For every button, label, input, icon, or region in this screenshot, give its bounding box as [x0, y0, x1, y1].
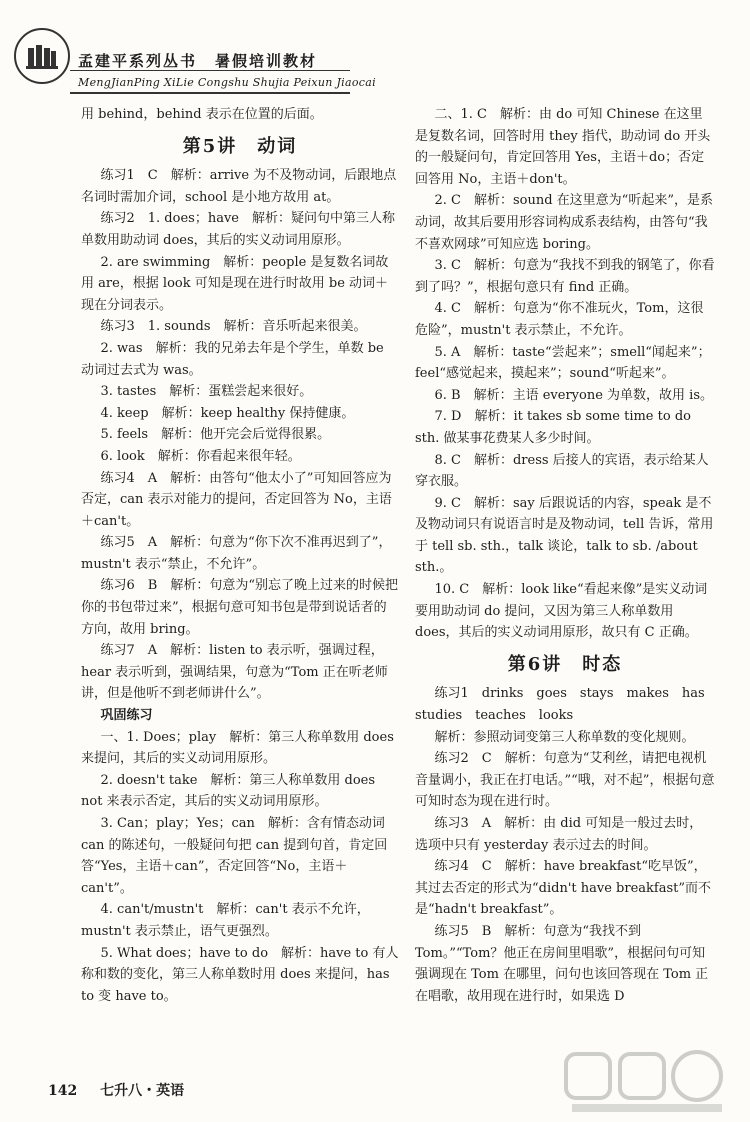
watermark-stamp-icon [562, 1046, 732, 1116]
header-rule-bottom [70, 92, 350, 94]
answer-paragraph: 练习3 1. sounds 解析：音乐听起来很美。 [100, 319, 367, 335]
answer-paragraph: 5. A 解析：taste“尝起来”；smell“闻起来”；feel“感觉起来，摸起来”；sound“听起来”。 [415, 344, 711, 382]
answer-paragraph: 8. C 解析：dress 后接人的宾语，表示给某人穿衣服。 [415, 452, 709, 490]
answer-paragraph: 练习7 A 解析：listen to 表示听，强调过程，hear 表示听到，强调结果，句意为“Tom 正在听老师讲，但是他听不到老师讲什么”。 [81, 643, 388, 702]
answer-paragraph: 2. was 解析：我的兄弟去年是个学生，单数 be 动词过去式为 was。 [81, 340, 384, 378]
answer-paragraph: 巩固练习 [100, 708, 153, 724]
lesson-5-number: 第5讲 [182, 135, 238, 157]
answer-paragraph: 练习2 1. does；have 解析：疑问句中第三人称单数用助动词 does，其后的实义动词用原形。 [81, 211, 395, 248]
answer-paragraph: 5. What does；have to do 解析：have to 有人称和数的变化，第三人称单数时用 does 来提问，has to 变 have to。 [81, 945, 399, 1004]
answer-paragraph: 3. tastes 解析：蛋糕尝起来很好。 [100, 384, 313, 400]
page-footer [48, 1080, 184, 1100]
right-answer-list-2 [415, 683, 718, 1007]
lesson-6-number: 第6讲 [507, 653, 563, 675]
series-pinyin: MengJianPing XiLie Congshu Shujia Peixun Jiaocai [78, 76, 376, 89]
lesson-6-heading [415, 654, 715, 676]
left-column [81, 104, 399, 1007]
answer-paragraph: 练习5 B 解析：句意为“我找不到 Tom。”“Tom？他正在房间里唱歌”，根据问句可知强调现在 Tom 在哪里，问句也该回答现在 Tom 正在唱歌，故用现在进行时，如果选 D [415, 923, 709, 1004]
answer-paragraph: 练习6 B 解析：句意为“别忘了晚上过来的时候把你的书包带过来”，根据句意可知书包是带到说话者的方向，故用 bring。 [81, 578, 398, 637]
books-logo-icon [26, 42, 58, 70]
answer-paragraph: 4. can't/mustn't 解析：can't 表示不允许，mustn't 表示禁止，语气更强烈。 [81, 902, 370, 939]
answer-paragraph: 3. C 解析：句意为“我找不到我的钢笔了，你看到了吗？”，根据句意只有 find 正确。 [415, 258, 715, 295]
answer-paragraph: 9. C 解析：say 后跟说话的内容，speak 是不及物动词只有说语言时是及物动词，tell 告诉，常用于 tell sb. sth.，talk 谈论，talk to sb. /about sth.。 [415, 495, 714, 576]
page-header [0, 0, 750, 110]
answer-paragraph: 练习4 C 解析：have breakfast“吃早饭”，其过去否定的形式为“didn't have breakfast”而不是“hadn't breakfast”。 [415, 859, 712, 918]
grade-subject: 七升八・英语 [100, 1083, 185, 1099]
answer-paragraph: 解析：参照动词变第三人称单数的变化规则。 [434, 729, 695, 745]
left-intro: 用 behind，behind 表示在位置的后面。 [81, 107, 323, 122]
answer-paragraph: 2. doesn't take 解析：第三人称单数用 does not 来表示否定，其后的实义动词用原形。 [81, 772, 376, 810]
answer-paragraph: 4. C 解析：句意为“你不准玩火，Tom，这很危险”，mustn't 表示禁止，不允许。 [415, 301, 704, 338]
page-number: 142 [48, 1083, 78, 1099]
answer-paragraph: 3. Can；play；Yes；can 解析：含有情态动词 can 的陈述句，一般疑问句把 can 提到句首，肯定回答“Yes，主语＋can”，否定回答“No，主语＋can't”。 [81, 816, 388, 896]
answer-paragraph: 练习1 C 解析：arrive 为不及物动词，后跟地点名词时需加介词，school 是小地方故用 at。 [81, 168, 397, 205]
answer-paragraph: 练习2 C 解析：句意为“艾利丝，请把电视机音量调小，我正在打电话。”“哦，对不起”，根据句意可知时态为现在进行时。 [415, 751, 715, 810]
answer-paragraph: 6. look 解析：你看起来很年轻。 [100, 448, 301, 464]
answer-paragraph: 2. C 解析：sound 在这里意为“听起来”，是系动词，故其后要用形容词构成系表结构，由答句“我不喜欢网球”可知应选 boring。 [415, 193, 713, 252]
answer-paragraph: 二、1. C 解析：由 do 可知 Chinese 在这里是复数名词，回答时用 they 指代，助动词 do 开头的一般疑问句，肯定回答用 Yes，主语＋do；否定回答用 No，主语＋don't。 [415, 107, 711, 187]
series-subtitle: 暑假培训教材 [215, 52, 318, 70]
answer-paragraph: 10. C 解析：look like“看起来像”是实义动词要用助动词 do 提问，又因为第三人称单数用 does，其后的实义动词用原形，故只有 C 正确。 [415, 582, 708, 641]
answer-paragraph: 练习4 A 解析：由答句“他太小了”可知回答应为否定，can 表示对能力的提问，否定回答为 No，主语＋can't。 [81, 470, 392, 529]
series-title [78, 50, 317, 71]
lesson-5-title: 动词 [257, 135, 298, 157]
answer-paragraph: 2. are swimming 解析：people 是复数名词故用 are，根据 look 可知是现在进行时故用 be 动词＋现在分词表示。 [81, 254, 389, 313]
answer-paragraph: 4. keep 解析：keep healthy 保持健康。 [100, 405, 355, 421]
answer-paragraph: 练习1 drinks goes stays makes has studies teaches looks [415, 686, 718, 724]
series-name: 孟建平系列丛书 [78, 52, 198, 70]
answer-paragraph: 6. B 解析：主语 everyone 为单数，故用 is。 [434, 387, 713, 403]
series-logo-icon [14, 28, 70, 84]
lesson-5-heading [81, 136, 399, 158]
answer-paragraph: 5. feels 解析：他开完会后觉得很累。 [100, 427, 331, 443]
right-answer-list [415, 104, 715, 644]
right-column [415, 104, 718, 1007]
answer-paragraph: 练习5 A 解析：句意为“你下次不准再迟到了”，mustn't 表示“禁止，不允许”。 [81, 535, 392, 572]
lesson-6-title: 时态 [582, 653, 623, 675]
answer-paragraph: 7. D 解析：it takes sb some time to do sth. 做某事花费某人多少时间。 [415, 409, 691, 446]
answer-paragraph: 练习3 A 解析：由 did 可知是一般过去时，选项中只有 yesterday 表示过去的时间。 [415, 816, 703, 853]
left-answer-list [81, 165, 399, 1007]
answer-paragraph: 一、1. Does；play 解析：第三人称单数用 does 来提问，其后的实义动词用原形。 [81, 729, 394, 767]
